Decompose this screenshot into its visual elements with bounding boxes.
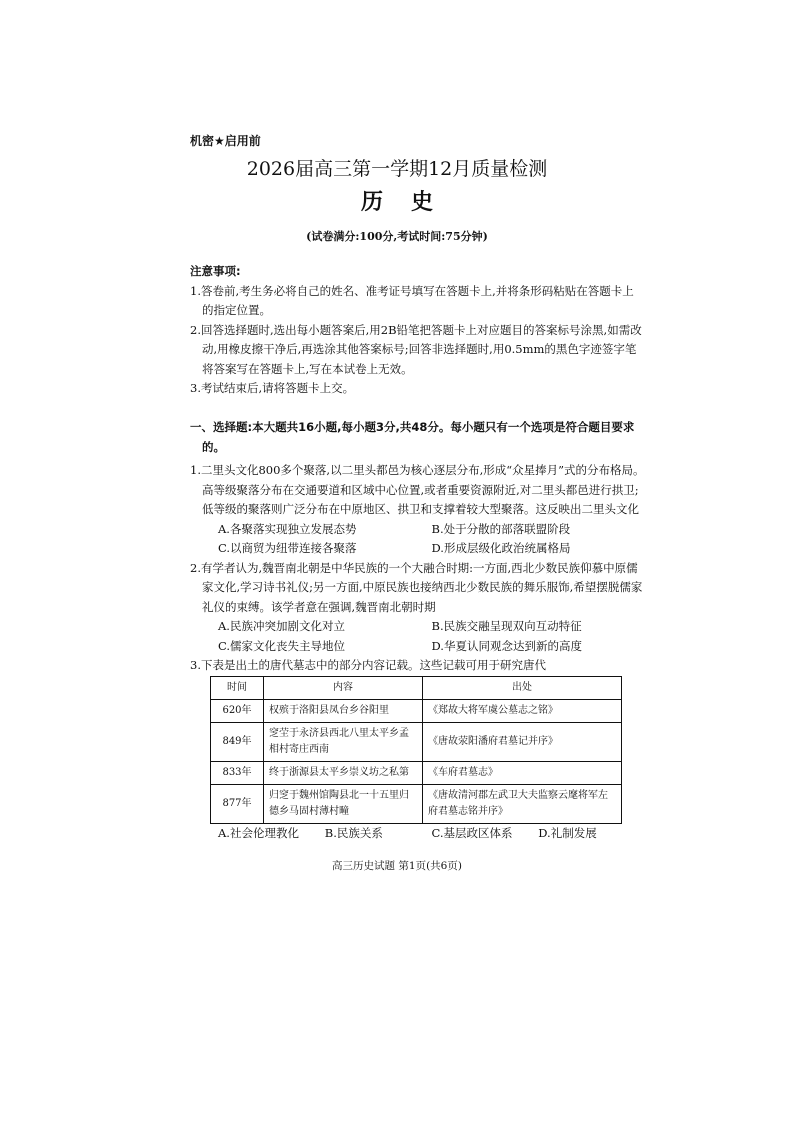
- table-row: [211, 784, 622, 823]
- q2-option-a: A.民族冲突加剧文化对立: [218, 619, 345, 633]
- epitaph-table: [210, 676, 622, 824]
- table-cell: 《郑故大将军虞公墓志之铭》: [423, 699, 622, 722]
- notice-item-1: 1.答卷前,考生务必将自己的姓名、准考证号填写在答题卡上,并将条形码粘贴在答题卡上的指定位置。: [190, 283, 634, 317]
- section-one: [190, 418, 645, 843]
- notice-item-2: 2.回答选择题时,选出每小题答案后,用2B铅笔把答题卡上对应题目的答案标号涂黑,如需改动,用橡皮擦干净后,再选涂其他答案标号;回答非选择题时,用0.5mm的黑色字迹签字笔将答案写在答题卡上,写在本试卷上无效。: [190, 322, 642, 376]
- q2-option-b: B.民族交融呈现双向互动特征: [431, 619, 582, 633]
- subject-title: 历史: [360, 189, 461, 215]
- table-header: 出处: [423, 676, 622, 699]
- table-row: [211, 699, 622, 722]
- table-header-row: [211, 676, 622, 699]
- q1-option-a: A.各聚落实现独立发展态势: [218, 521, 357, 536]
- q1-option-d: D.形成层级化政治统属格局: [431, 541, 571, 555]
- q2-option-c: C.儒家文化丧失主导地位: [218, 638, 346, 653]
- table-cell: 877年: [211, 784, 264, 823]
- table-header: 时间: [211, 676, 264, 699]
- table-cell: 《车府君墓志》: [423, 761, 622, 784]
- question-3-stem: 3.下表是出土的唐代墓志中的部分内容记载。这些记载可用于研究唐代: [190, 658, 546, 672]
- table-cell: 620年: [211, 699, 264, 722]
- notice-section: [190, 262, 645, 399]
- question-2-stem: 2.有学者认为,魏晋南北朝是中华民族的一个大融合时期:一方面,西北少数民族仰慕中原儒家文化,学习诗书礼仪;另一方面,中原民族也接纳西北少数民族的舞乐服饰,希望摆脱儒家礼仪的束缚。该学者意在强调,魏晋南北朝时期: [190, 560, 643, 614]
- notice-title: 注意事项:: [190, 264, 241, 278]
- question-3-options: [190, 824, 645, 844]
- q3-option-a: A.社会伦理教化: [218, 825, 299, 840]
- table-row: [211, 722, 622, 761]
- table-cell: 849年: [211, 722, 264, 761]
- table-cell: 窆茔于永济县西北八里太平乡孟相村寄庄西南: [264, 722, 423, 761]
- q1-option-c: C.以商贸为纽带连接各聚落: [218, 541, 357, 555]
- q3-option-c: C.基层政区体系: [431, 825, 513, 840]
- table-cell: 《唐故清河郡左武卫大夫监察云麾将军左府君墓志铭并序》: [423, 784, 622, 823]
- notice-item-3: 3.考试结束后,请将答题卡上交。: [190, 381, 355, 395]
- table-cell: 终于浙源县太平乡崇义坊之私第: [264, 761, 423, 784]
- table-cell: 833年: [211, 761, 264, 784]
- q2-option-d: D.华夏认同观念达到新的高度: [431, 638, 582, 653]
- question-2-options: [190, 617, 645, 656]
- table-cell: 《唐故荥阳潘府君墓记并序》: [423, 722, 622, 761]
- exam-title: 2026届高三第一学期12月质量检测: [246, 158, 548, 180]
- table-cell: 归窆于魏州馆陶县北一十五里归德乡马固村薄村疃: [264, 784, 423, 823]
- table-cell: 权殡于洛阳县凤台乡谷阳里: [264, 699, 423, 722]
- question-1-stem: 1.二里头文化800多个聚落,以二里头都邑为核心逐层分布,形成“众星捧月”式的分布格局。高等级聚落分布在交通要道和区域中心位置,或者重要资源附近,对二里头都邑进行拱卫;低等级的聚落则广泛分布在中原地区、拱卫和支撑着较大型聚落。这反映出二里头文化: [190, 463, 645, 516]
- q3-option-b: B.民族关系: [324, 825, 383, 840]
- confidential-label: 机密★启用前: [190, 134, 261, 148]
- question-1-options: [190, 520, 645, 559]
- q3-option-d: D.礼制发展: [538, 825, 597, 840]
- table-row: [211, 761, 622, 784]
- section-heading: 一、选择题:本大题共16小题,每小题3分,共48分。每小题只有一个选项是符合题目要求的。: [190, 420, 635, 454]
- score-info: (试卷满分:100分,考试时间:75分钟): [306, 230, 488, 243]
- table-header: 内容: [264, 676, 423, 699]
- q1-option-b: B.处于分散的部落联盟阶段: [431, 521, 571, 536]
- page-footer: 高三历史试题 第1页(共6页): [332, 860, 462, 872]
